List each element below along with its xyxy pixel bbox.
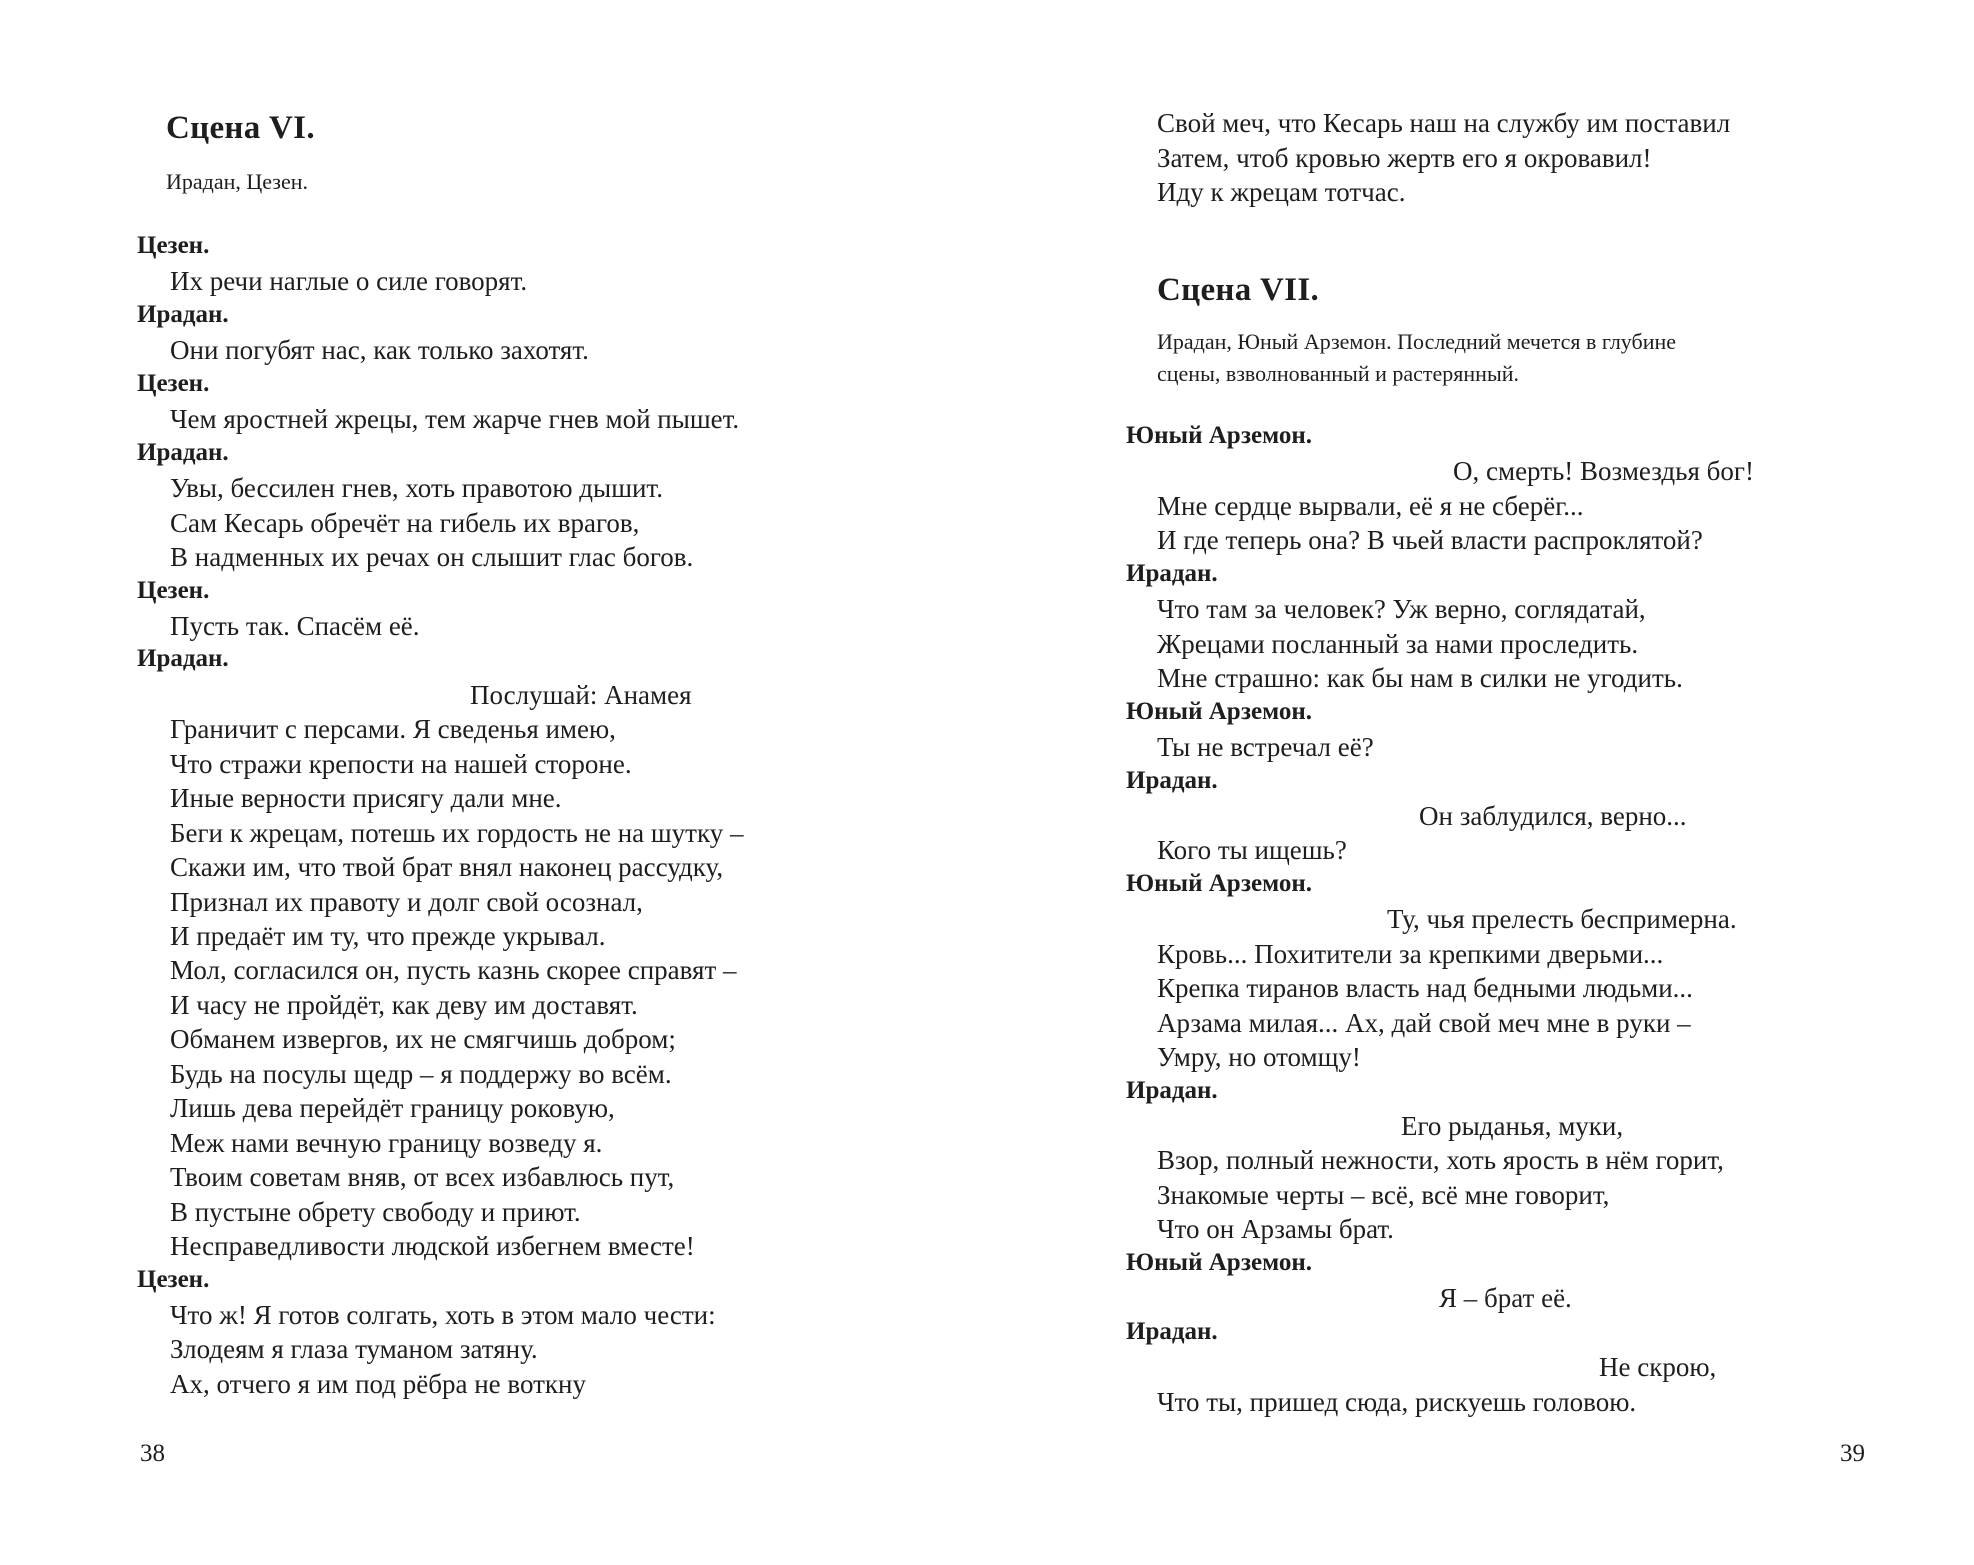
verse-line: Несправедливости людской избегнем вместе! [170, 1231, 695, 1262]
verse-line: Меж нами вечную границу возведу я. [170, 1127, 603, 1158]
verse-line: Их речи наглые о силе говорят. [170, 266, 528, 297]
verse-line: Кого ты ищешь? [1157, 835, 1347, 866]
verse-line: Крепка тиранов власть над бедными людьми... [1157, 973, 1693, 1004]
verse-line: Пусть так. Спасём её. [170, 610, 420, 641]
speaker-name: Юный Арземон. [1126, 422, 1312, 449]
verse-line: Ту, чья прелесть беспримерна. [1387, 904, 1737, 935]
speaker-name: Ирадан. [1126, 766, 1218, 794]
verse-line: Лишь дева перейдёт границу роковую, [170, 1093, 615, 1124]
verse-line: Граничит с персами. Я сведенья имею, [170, 714, 616, 745]
verse-line: Что ты, пришед сюда, рискуешь головою. [1157, 1386, 1637, 1417]
scene-note: Ирадан, Юный Арземон. Последний мечется в глубине сцены, взволнованный и растерянный. [1157, 329, 1677, 386]
verse-line: Мне страшно: как бы нам в силки не угодить. [1157, 663, 1683, 694]
verse-line: Чем яростней жрецы, тем жарче гнев мой пышет. [170, 404, 740, 435]
verse-line: Кровь... Похитители за крепкими дверьми... [1157, 938, 1664, 969]
verse-line: Его рыданья, муки, [1401, 1111, 1624, 1141]
speaker-name: Ирадан. [137, 645, 229, 673]
verse-line: Свой меч, что Кесарь наш на службу им поставил [1157, 108, 1731, 138]
verse-line: Затем, чтоб кровью жертв его я окровавил! [1157, 142, 1652, 173]
verse-line: Скажи им, что твой брат внял наконец рассудку, [170, 852, 724, 883]
speaker-name: Ирадан. [137, 300, 229, 328]
verse-line: Увы, бессилен гнев, хоть правотою дышит. [170, 473, 663, 504]
verse-line: И где теперь она? В чьей власти распроклятой? [1157, 525, 1703, 556]
speaker-name: Ирадан. [1126, 559, 1218, 587]
verse-line: Не скрою, [1599, 1352, 1717, 1383]
verse-line: Признал их правоту и долг свой осознал, [170, 886, 643, 917]
verse-line: Злодеям я глаза туманом затяну. [170, 1334, 538, 1365]
verse-line: В пустыне обрету свободу и приют. [170, 1196, 581, 1227]
verse-line: Иные верности присягу дали мне. [170, 783, 562, 814]
verse-line: И предаёт им ту, что прежде укрывал. [170, 921, 606, 951]
verse-line: Мол, согласился он, пусть казнь скорее справят – [170, 955, 737, 986]
verse-line: Будь на посулы щедр – я поддержу во всём. [170, 1058, 672, 1089]
speaker-name: Ирадан. [137, 438, 229, 466]
verse-line: Я – брат её. [1439, 1283, 1572, 1314]
verse-line: О, смерть! Возмездья бог! [1453, 456, 1754, 487]
verse-line: Знакомые черты – всё, всё мне говорит, [1157, 1179, 1610, 1210]
verse-line: Взор, полный нежности, хоть ярость в нём горит, [1157, 1145, 1724, 1176]
verse-line: Ах, отчего я им под рёбра не воткну [170, 1368, 586, 1399]
scene-note: Ирадан, Цезен. [166, 169, 309, 194]
verse-line: Обманем извергов, их не смягчишь добром; [170, 1024, 676, 1055]
verse-line: Что стражи крепости на нашей стороне. [170, 748, 632, 779]
page-number: 39 [1840, 1440, 1865, 1467]
speaker-name: Ирадан. [1126, 1317, 1218, 1345]
verse-line: Жрецами посланный за нами проследить. [1157, 628, 1639, 659]
verse-line: И часу не пройдёт, как деву им доставят. [170, 989, 638, 1020]
verse-line: Послушай: Анамея [470, 679, 692, 710]
verse-line: Сам Кесарь обречёт на гибель их врагов, [170, 507, 640, 538]
verse-line: Он заблудился, верно... [1419, 800, 1687, 831]
scene-title: Сцена VI. [166, 110, 315, 146]
verse-line: Беги к жрецам, потешь их гордость не на шутку – [170, 817, 744, 848]
right-page [987, 0, 1974, 1565]
verse-line: Что там за человек? Уж верно, соглядатай, [1157, 594, 1646, 625]
verse-line: Что ж! Я готов солгать, хоть в этом мало чести: [170, 1299, 716, 1330]
verse-line: Мне сердце вырвали, её я не сберёг... [1157, 490, 1584, 521]
speaker-name: Юный Арземон. [1126, 869, 1312, 897]
verse-line: Арзама милая... Ах, дай свой меч мне в руки – [1157, 1007, 1691, 1038]
scene-title: Сцена VII. [1157, 272, 1320, 308]
speaker-name: Юный Арземон. [1126, 1248, 1312, 1276]
page-number: 38 [140, 1440, 165, 1467]
speaker-name: Цезен. [137, 576, 210, 604]
speaker-name: Цезен. [137, 369, 210, 397]
verse-line: Ты не встречал её? [1157, 732, 1374, 763]
speaker-name: Цезен. [137, 1265, 210, 1293]
verse-line: Твоим советам вняв, от всех избавлюсь пут, [170, 1162, 675, 1193]
verse-line: В надменных их речах он слышит глас богов. [170, 542, 694, 573]
speaker-name: Цезен. [137, 232, 210, 259]
verse-line: Что он Арзамы брат. [1157, 1214, 1394, 1245]
speaker-name: Ирадан. [1126, 1076, 1218, 1104]
verse-line: Они погубят нас, как только захотят. [170, 335, 589, 366]
verse-line: Умру, но отомщу! [1157, 1042, 1361, 1073]
verse-line: Иду к жрецам тотчас. [1157, 177, 1406, 207]
speaker-name: Юный Арземон. [1126, 697, 1312, 725]
